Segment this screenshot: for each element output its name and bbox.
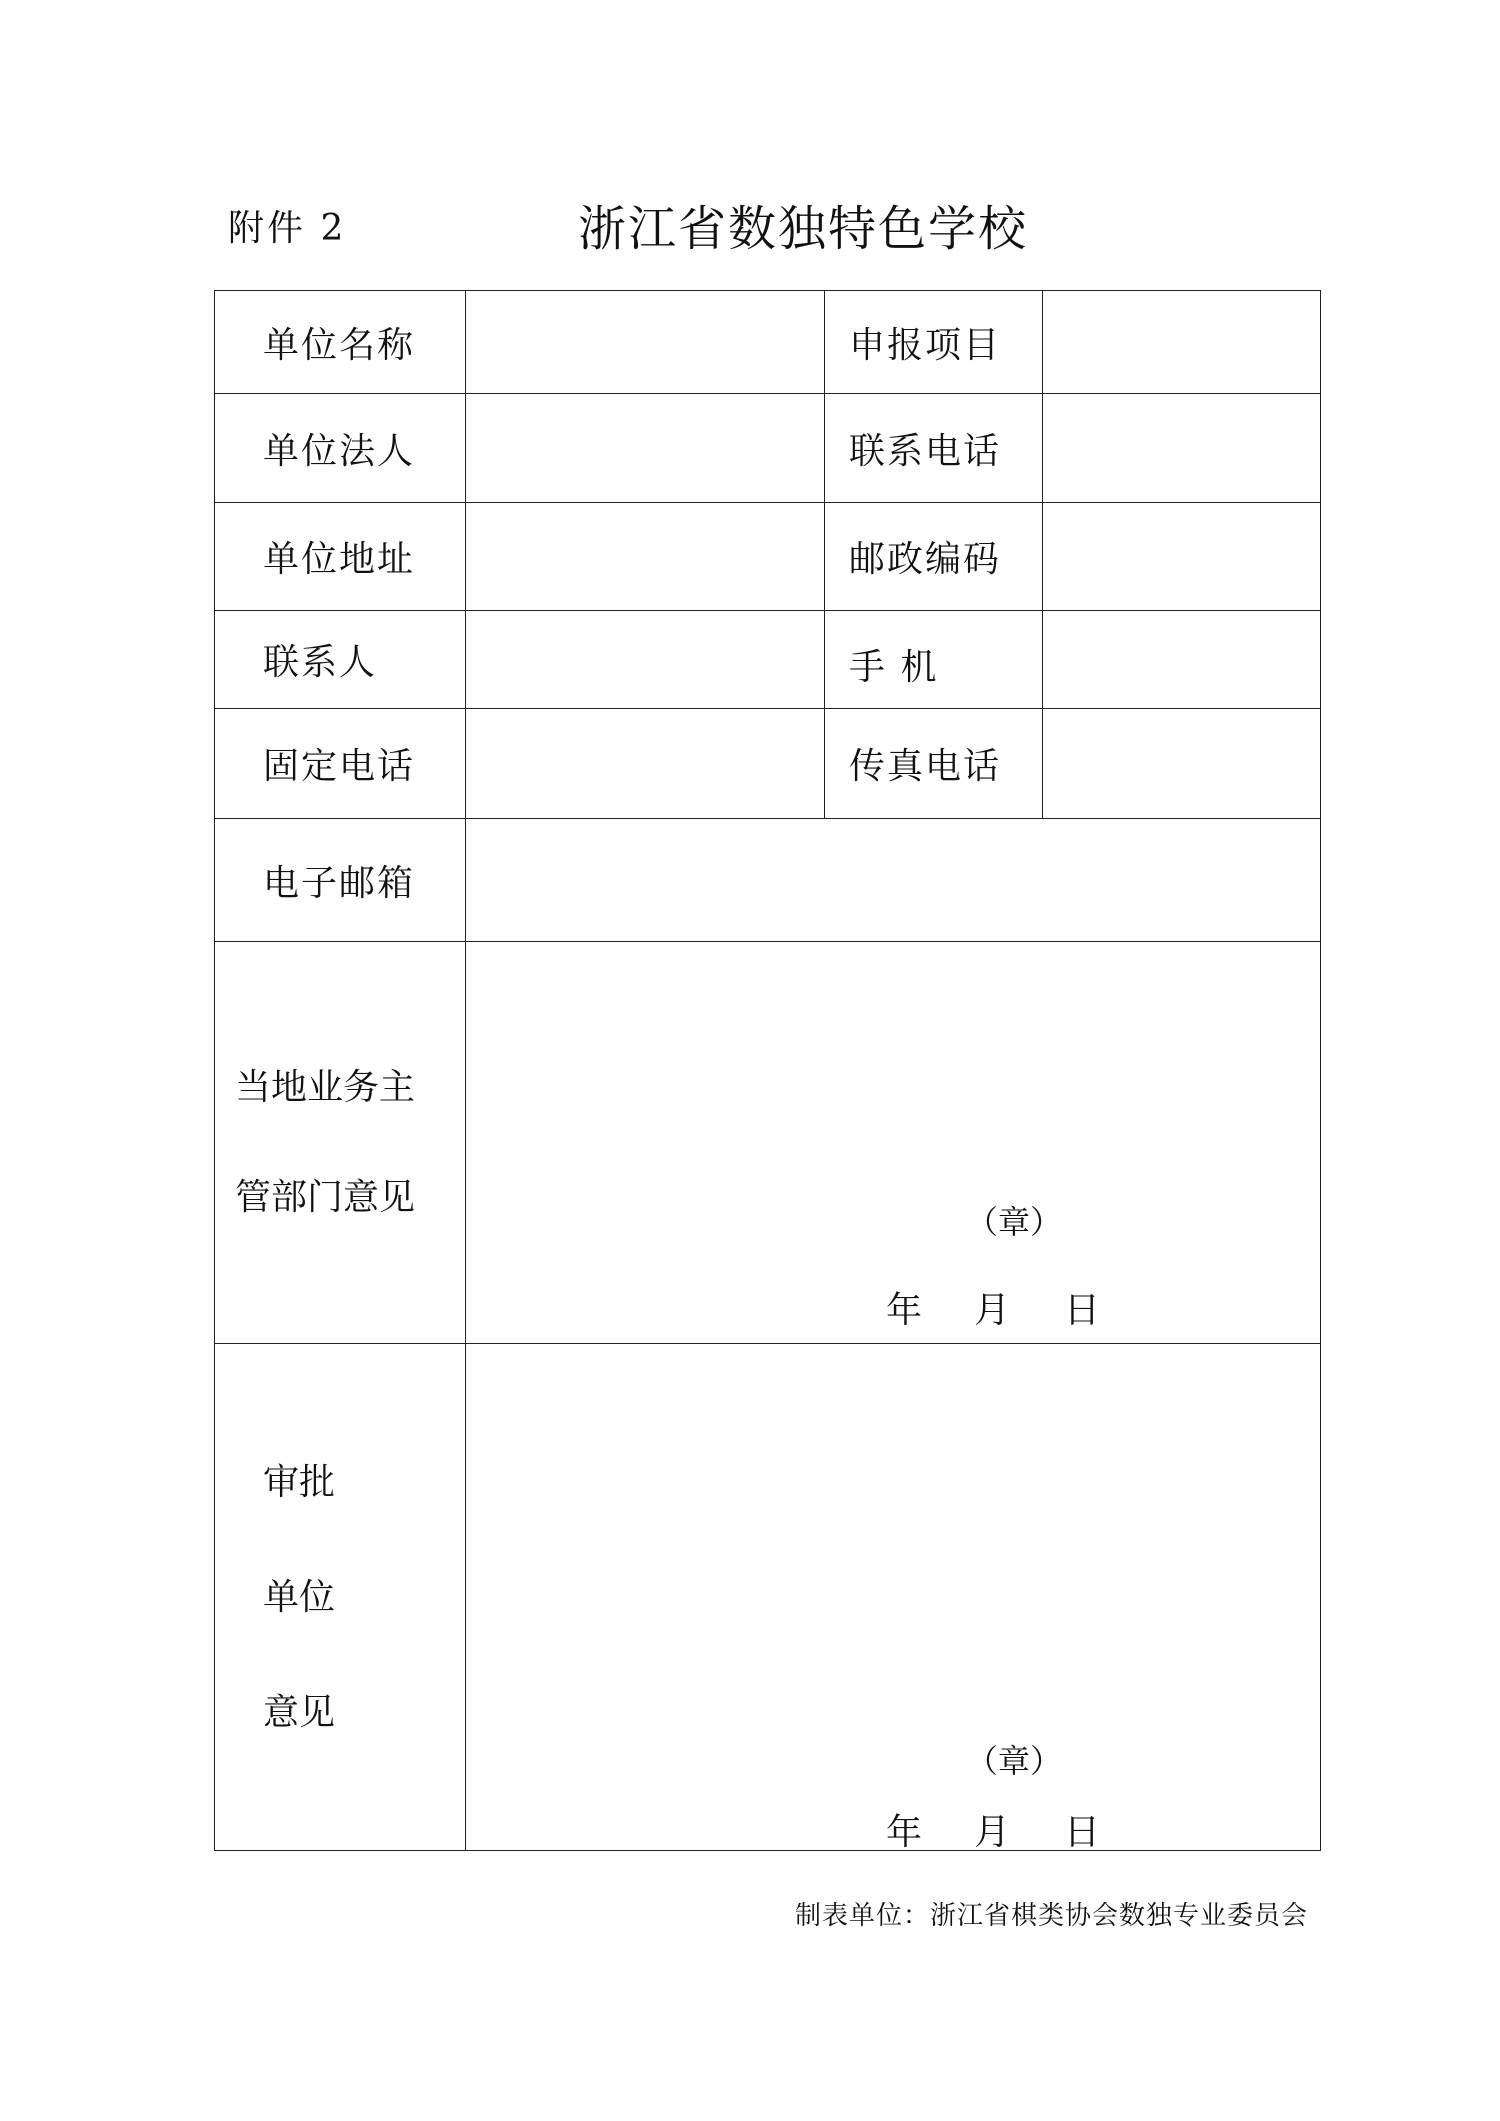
local-opinion-year: 年 <box>886 1290 923 1331</box>
contact-phone-label: 联系电话 <box>825 394 1043 503</box>
contact-phone-field[interactable] <box>1043 394 1321 503</box>
unit-name-field[interactable] <box>466 291 825 394</box>
project-field[interactable] <box>1043 291 1321 394</box>
fax-field[interactable] <box>1043 709 1321 819</box>
unit-name-label: 单位名称 <box>215 291 466 394</box>
local-opinion-label-line2: 管部门意见 <box>235 1176 416 1218</box>
local-opinion-label <box>215 942 466 1344</box>
approval-opinion-day: 日 <box>1064 1812 1101 1853</box>
address-label: 单位地址 <box>215 503 466 611</box>
email-field[interactable] <box>466 819 1321 942</box>
legal-person-label: 单位法人 <box>215 394 466 503</box>
application-form-table <box>214 290 1321 1851</box>
approval-opinion-seal: （章） <box>966 1742 1063 1780</box>
approval-opinion-label <box>215 1344 466 1851</box>
fax-label: 传真电话 <box>825 709 1043 819</box>
approval-opinion-label-line3: 意见 <box>263 1691 336 1733</box>
form-row-legal-person <box>215 394 1321 503</box>
local-opinion-seal: （章） <box>966 1203 1063 1241</box>
email-label: 电子邮箱 <box>215 819 466 942</box>
form-row-approval-opinion <box>215 1344 1321 1851</box>
fixed-phone-label: 固定电话 <box>215 709 466 819</box>
form-row-unit-name <box>215 291 1321 394</box>
approval-opinion-label-line1: 审批 <box>263 1461 336 1503</box>
contact-person-field[interactable] <box>466 611 825 709</box>
mobile-label: 手 机 <box>825 611 1043 709</box>
form-row-local-opinion <box>215 942 1321 1344</box>
project-label: 申报项目 <box>825 291 1043 394</box>
local-opinion-month: 月 <box>974 1290 1011 1331</box>
address-field[interactable] <box>466 503 825 611</box>
postal-code-label: 邮政编码 <box>825 503 1043 611</box>
form-row-email <box>215 819 1321 942</box>
attachment-label: 附件 2 <box>228 208 347 249</box>
postal-code-field[interactable] <box>1043 503 1321 611</box>
approval-opinion-field[interactable] <box>466 1344 1321 1851</box>
fixed-phone-field[interactable] <box>466 709 825 819</box>
legal-person-field[interactable] <box>466 394 825 503</box>
approval-opinion-year: 年 <box>886 1812 923 1853</box>
local-opinion-field[interactable] <box>466 942 1321 1344</box>
mobile-field[interactable] <box>1043 611 1321 709</box>
local-opinion-day: 日 <box>1064 1290 1101 1331</box>
local-opinion-label-line1: 当地业务主 <box>235 1066 416 1108</box>
form-maker-note: 制表单位：浙江省棋类协会数独专业委员会 <box>795 1901 1309 1931</box>
form-row-phone <box>215 709 1321 819</box>
form-row-address <box>215 503 1321 611</box>
approval-opinion-month: 月 <box>974 1812 1011 1853</box>
approval-opinion-label-line2: 单位 <box>263 1576 336 1618</box>
contact-person-label: 联系人 <box>215 611 466 709</box>
form-row-contact <box>215 611 1321 709</box>
document-title: 浙江省数独特色学校 <box>578 201 1029 257</box>
